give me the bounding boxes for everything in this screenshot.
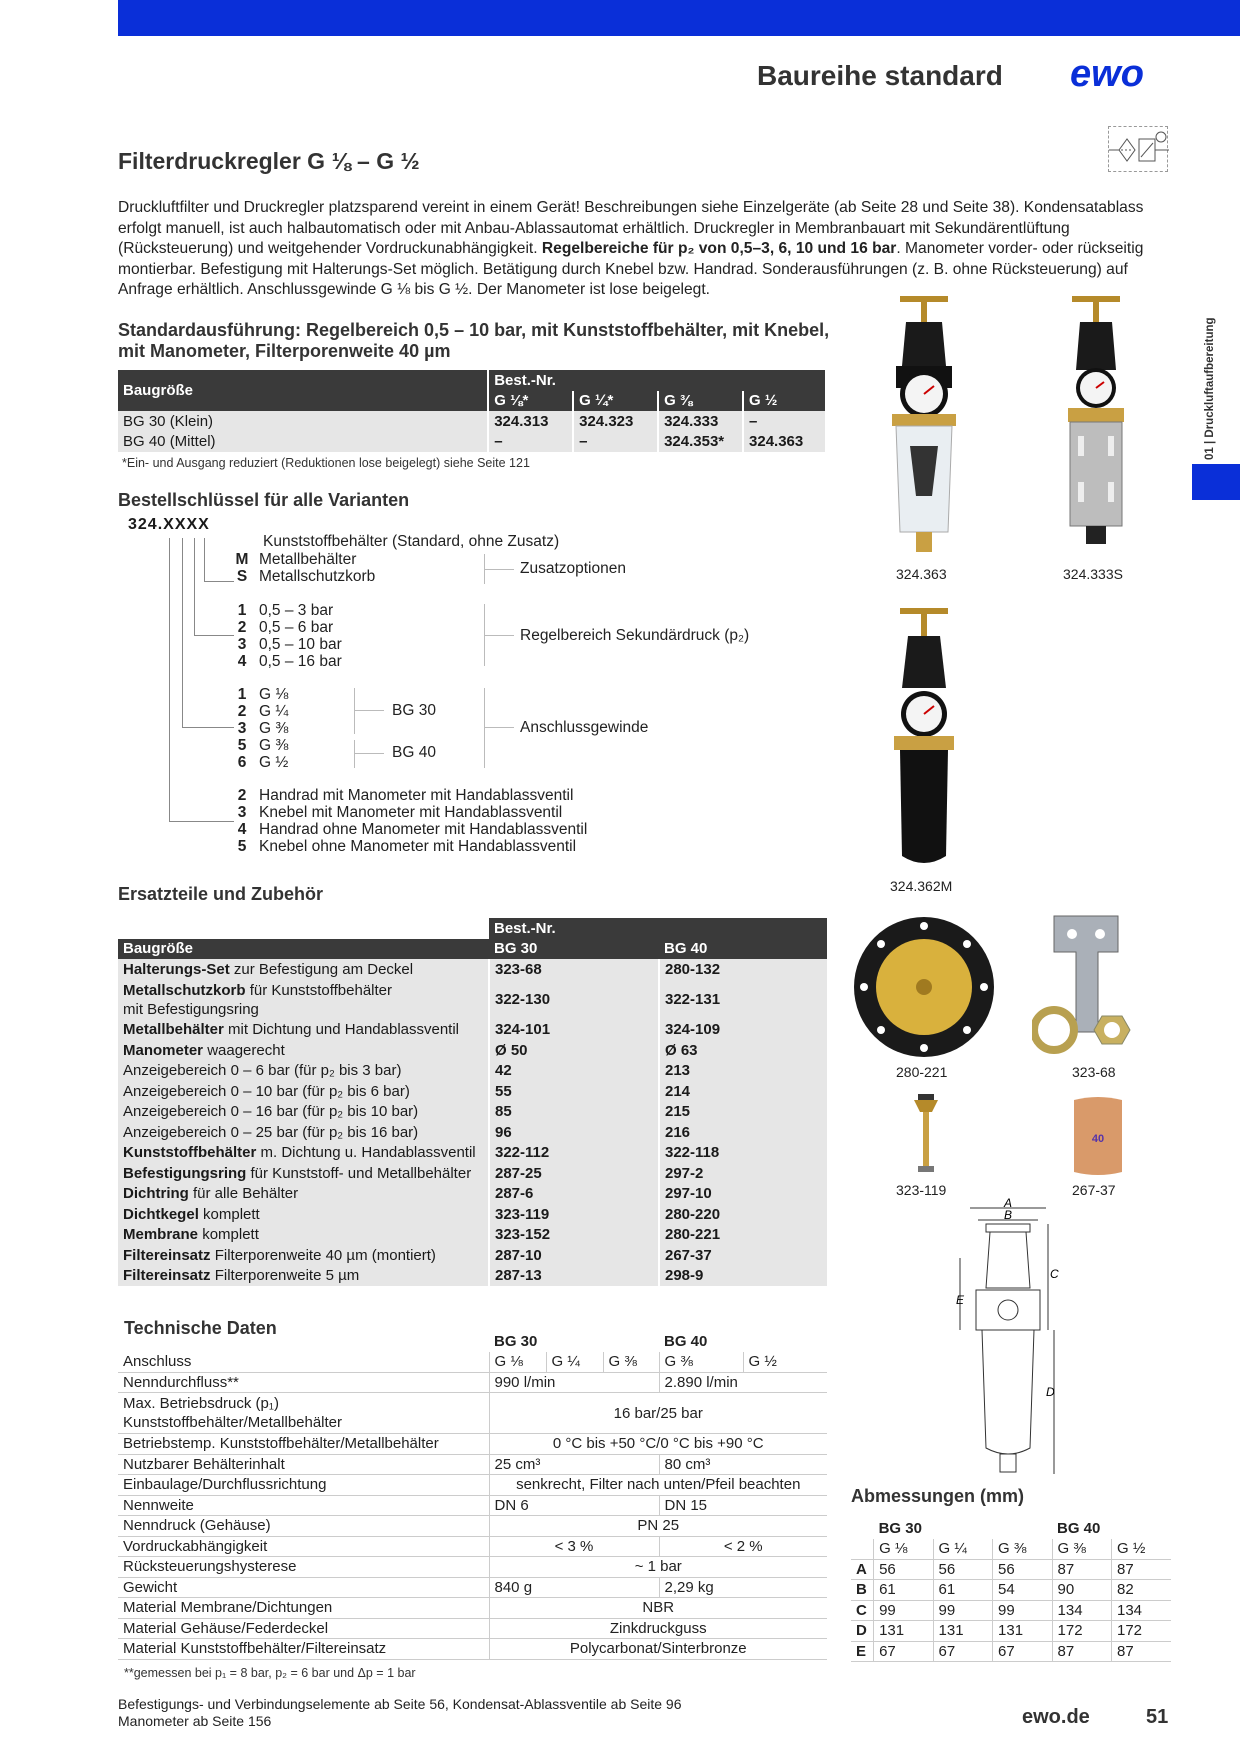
top-bar [118,0,1240,36]
svg-text:B: B [1004,1208,1013,1222]
seal-cone-image [908,1092,944,1178]
table-row: Metallbehälter mit Dichtung und Handablassventil 324-101 324-109 [118,1020,827,1041]
table-row: Max. Betriebsdruck (p₁) Kunststoffbehälter/Metallbehälter 16 bar/25 bar [118,1393,827,1434]
tech-note: **gemessen bei p₁ = 8 bar, p₂ = 6 bar und Δp = 1 bar [124,1666,416,1680]
table-row: Halterungs-Set zur Befestigung am Deckel 323-68 280-132 [118,959,827,980]
key-option: Kunststoffbehälter (Standard, ohne Zusatz) [263,533,560,550]
table-row: Betriebstemp. Kunststoffbehälter/Metallbehälter 0 °C bis +50 °C/0 °C bis +90 °C [118,1434,827,1455]
key-option: 5 Knebel ohne Manometer mit Handablassventil [237,838,577,855]
caption: 324.363 [896,566,947,582]
caption: 280-221 [896,1064,948,1080]
svg-text:A: A [1004,1198,1013,1210]
table-row: E 67 67 67 87 87 [851,1641,1171,1662]
table-row: Anzeigebereich 0 – 25 bar (für p₂ bis 16 bar) 96 216 [118,1122,827,1143]
table-row: Vordruckabhängigkeit < 3 % < 2 % [118,1536,827,1557]
key-option: S Metallschutzkorb [236,568,376,585]
key-option: 2 Handrad mit Manometer mit Handablassventil [237,787,574,804]
table-row: Nennweite DN 6 DN 15 [118,1495,827,1516]
chapter-tab-marker [1192,464,1240,500]
key-option: 2 G ¼ [237,703,289,720]
table-row: A 56 56 56 87 87 [851,1559,1171,1580]
svg-text:E: E [956,1293,965,1307]
product-image-324-363 [886,296,962,564]
table-row: Anzeigebereich 0 – 6 bar (für p₂ bis 3 bar) 42 213 [118,1061,827,1082]
key-group-label: Regelbereich Sekundärdruck (p₂) [520,627,750,644]
key-option: 6 G ½ [237,754,289,771]
spare-parts-table: Best.-Nr. Baugröße BG 30 BG 40 Halterungs-Set zur Befestigung am Deckel 323-68 280-132 Metallschutzkorb für Kunststoffbehälter mit Befestigungsring 322-130 322-131 Metallbehälter mit Dichtung und Handablassventil 324-101 324-109 Manometer waagerecht Ø 50 Ø 63 Anzeigebereich 0 – 6 bar (für p₂ bis 3 bar) 42 213 Anzeigebereich 0 – 10 bar (für p₂ bis 6 bar) 55 214 Anzeigebereich 0 – 16 bar (für p₂ bis 10 bar) 85 215 Anzeigebereich 0 – 25 bar (für p₂ bis 16 bar) 96 216 Kunststoffbehälter m. Dichtung u. Handablassventil 322-112 322-118 Befestigungsring für Kunststoff- und Metallbehälter 287-25 297-2 Dichtring für alle Behälter 287-6 297-10 Dichtkegel komplett 323-119 280-220 Membrane komplett 323-152 280-221 Filtereinsatz Filterporenweite 40 µm (montiert) 287-10 267-37 Filtereinsatz Filterporenweite 5 µm 287-13 298-9 [118,918,827,1286]
table-row: Anzeigebereich 0 – 10 bar (für p₂ bis 6 bar) 55 214 [118,1081,827,1102]
col-size: Baugröße [118,370,488,411]
bracket-set-image [1032,912,1132,1060]
key-option: 1 0,5 – 3 bar [237,602,334,619]
chapter-tab-label: 01 | Druckluftaufbereitung [1204,317,1216,460]
website-link[interactable]: ewo.de [1022,1706,1090,1728]
key-option: 3 Knebel mit Manometer mit Handablassventil [237,804,563,821]
table-row: Nenndruck (Gehäuse) PN 25 [118,1516,827,1537]
key-option: 4 0,5 – 16 bar [237,653,342,670]
key-option: 5 G ⅜ [237,737,289,754]
table-row: Nenndurchfluss** 990 l/min 2.890 l/min [118,1372,827,1393]
tech-data-table: BG 30 BG 40 Anschluss G ⅛ G ¼ G ⅜ G ⅜ G ½ Nenndurchfluss** 990 l/min 2.890 l/min Max. Betriebsdruck (p₁) Kunststoffbehälter/Metallbehälter 16 bar/25 bar Betriebstemp. Kunststoffbehälter/Metallbehälter 0 °C bis +50 °C/0 °C bis +90 °C Nutzbarer Behälterinhalt 25 cm³ 80 cm³ Einbaulage/Durchflussrichtung senkrecht, Filter nach unten/Pfeil beachten Nennweite DN 6 DN 15 Nenndruck (Gehäuse) PN 25 Vordruckabhängigkeit < 3 % < 2 % Rücksteuerungshysterese ~ 1 bar Gewicht 840 g 2,29 kg Material Membrane/Dichtungen NBR Material Gehäuse/Federdeckel Zinkdruckguss Material Kunststoffbehälter/Filtereinsatz Polycarbonat/Sinterbronze [118,1331,827,1660]
table-row: Rücksteuerungshysterese ~ 1 bar [118,1557,827,1578]
table-row: Gewicht 840 g 2,29 kg [118,1577,827,1598]
intro-text: Druckluftfilter und Druckregler platzsparend vereint in einem Gerät! Beschreibungen siehe Einzelgeräte (ab Seite 28 und Seite 38). Kondensatablass erfolgt manuell, ist auch halbautomatisch oder mit Anbau-Ablassautomat erhältlich. Druckregler in Membranbauart mit Sekundärentlüftung (Rücksteuerung) und weitgehender Vordruckunabhängigkeit. Regelbereiche für p₂ von 0,5–3, 6, 10 und 16 bar. Manometer vorder- oder rückseitig montierbar. Befestigung mit Halterungs-Set möglich. Betätigung durch Knebel bzw. Handrad. Sonderausführungen (z. B. ohne Rücksteuerung) auf Anfrage erhältlich. Anschlussgewinde G ⅛ bis G ½. Der Manometer ist lose beigelegt. [118,199,1144,298]
table-row: Befestigungsring für Kunststoff- und Metallbehälter 287-25 297-2 [118,1163,827,1184]
key-bg30-label: BG 30 [392,702,436,719]
table-row: Anzeigebereich 0 – 16 bar (für p₂ bis 10 bar) 85 215 [118,1102,827,1123]
table-row: Metallschutzkorb für Kunststoffbehälter mit Befestigungsring 322-130 322-131 [118,980,827,1020]
standard-heading: Standardausführung: Regelbereich 0,5 – 10 bar, mit Kunststoffbehälter, mit Knebel, mit Manometer, Filterporenweite 40 µm [118,320,830,361]
col-group-order-no: Best.-Nr. [488,370,826,391]
order-key-heading: Bestellschlüssel für alle Varianten [118,490,410,510]
product-image-324-333s [1058,296,1134,556]
caption: 323-119 [896,1182,947,1198]
footer-notes: Befestigungs- und Verbindungselemente ab Seite 56, Kondensat-Ablassventile ab Seite 96 Manometer ab Seite 156 [118,1696,682,1729]
dimensions-table: BG 30 BG 40 G ⅛ G ¼ G ⅜ G ⅜ G ½ A 56 56 56 87 87 B 61 61 54 90 82 C 99 99 99 134 134 D 131 131 131 172 172 E 67 67 67 87 87 [851,1518,1171,1662]
spare-parts-heading: Ersatzteile und Zubehör [118,884,324,904]
table-row: Filtereinsatz Filterporenweite 5 µm 287-13 298-9 [118,1266,827,1287]
table-row: Membrane komplett 323-152 280-221 [118,1225,827,1246]
filter-element-label: 40 [1091,1133,1105,1145]
key-option: 4 Handrad ohne Manometer mit Handablassventil [237,821,588,838]
standard-note: *Ein- und Ausgang reduziert (Reduktionen lose beigelegt) siehe Seite 121 [122,456,530,470]
filter-regulator-symbol-icon [1108,126,1168,172]
caption: 267-37 [1072,1182,1116,1198]
table-row: Material Membrane/Dichtungen NBR [118,1598,827,1619]
tech-heading: Technische Daten [124,1318,277,1338]
dims-heading: Abmessungen (mm) [851,1486,1025,1506]
order-key-code: 324.XXXX [128,516,210,533]
table-row: BG 40 (Mittel) – – 324.353* 324.363 [118,432,826,453]
standard-table: Baugröße Best.-Nr. G ⅛* G ¼* G ⅜ G ½ BG 30 (Klein) 324.313 324.323 324.333 – BG 40 (Mittel) – – 324.353* 324.363 [118,370,827,452]
table-row: Kunststoffbehälter m. Dichtung u. Handablassventil 322-112 322-118 [118,1143,827,1164]
table-row: B 61 61 54 90 82 [851,1580,1171,1601]
key-option: 2 0,5 – 6 bar [237,619,334,636]
page-number: 51 [1146,1706,1169,1728]
svg-text:C: C [1050,1267,1059,1281]
svg-text:D: D [1046,1385,1055,1399]
logo-text: ewo [1070,53,1144,94]
key-option: 1 G ⅛ [237,686,289,703]
key-group-label: Anschlussgewinde [520,719,649,736]
caption: 324.333S [1063,566,1123,582]
table-row: Material Gehäuse/Federdeckel Zinkdruckguss [118,1618,827,1639]
ewo-logo [1068,52,1172,94]
key-option: M Metallbehälter [235,551,357,568]
key-option: 3 G ⅜ [237,720,289,737]
table-row: Material Kunststoffbehälter/Filtereinsatz Polycarbonat/Sinterbronze [118,1639,827,1660]
table-row: Einbaulage/Durchflussrichtung senkrecht, Filter nach unten/Pfeil beachten [118,1475,827,1496]
key-group-label: Zusatzoptionen [520,560,626,577]
table-row: Manometer waagerecht Ø 50 Ø 63 [118,1040,827,1061]
table-row: Filtereinsatz Filterporenweite 40 µm (montiert) 287-10 267-37 [118,1245,827,1266]
filter-element-image [1068,1094,1128,1178]
page-title: Filterdruckregler G ⅛ – G ½ [118,148,420,174]
product-image-324-362m [886,608,962,872]
key-option: 3 0,5 – 10 bar [237,636,342,653]
caption: 324.362M [890,878,953,894]
series-title: Baureihe standard [757,60,1003,91]
table-row: Dichtkegel komplett 323-119 280-220 [118,1204,827,1225]
table-row: C 99 99 99 134 134 [851,1600,1171,1621]
table-row: D 131 131 131 172 172 [851,1621,1171,1642]
membrane-image [852,914,996,1060]
caption: 323-68 [1072,1064,1116,1080]
key-bg40-label: BG 40 [392,744,436,761]
dimension-drawing [946,1198,1070,1476]
table-row: Dichtring für alle Behälter 287-6 297-10 [118,1184,827,1205]
table-row: BG 30 (Klein) 324.313 324.323 324.333 – [118,411,826,432]
table-row: Nutzbarer Behälterinhalt 25 cm³ 80 cm³ [118,1454,827,1475]
table-row: Anschluss G ⅛ G ¼ G ⅜ G ⅜ G ½ [118,1352,827,1373]
